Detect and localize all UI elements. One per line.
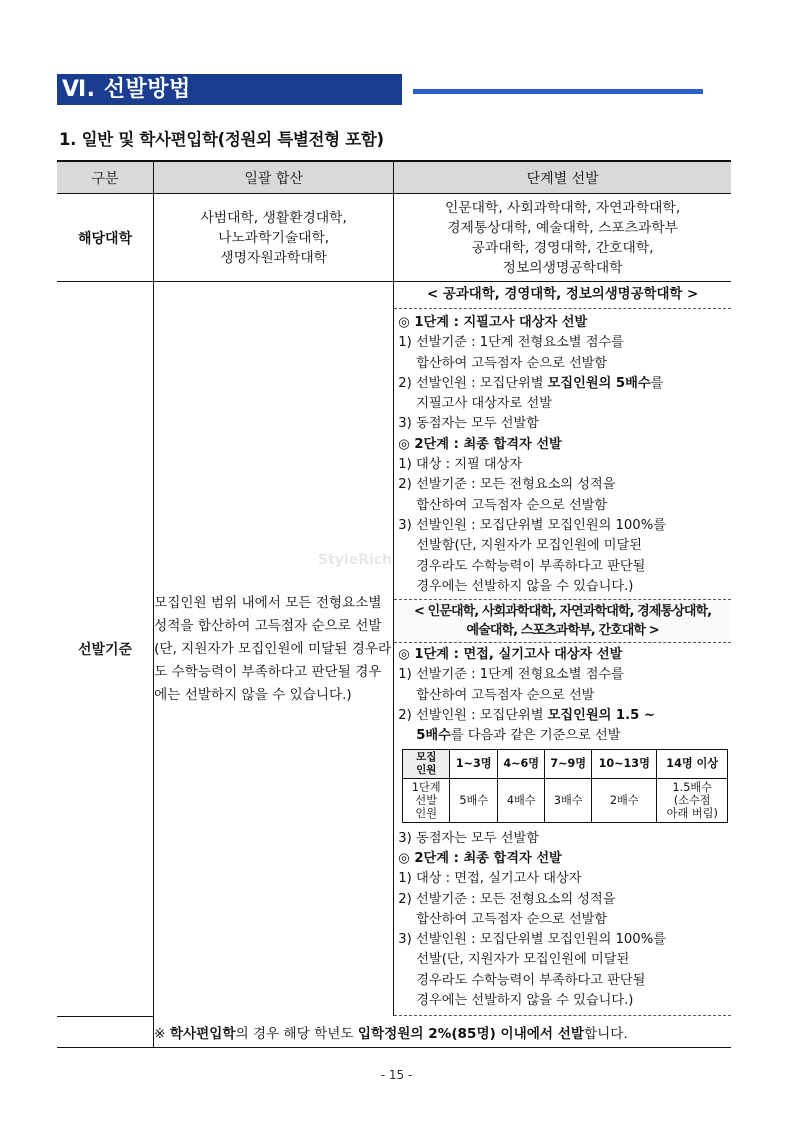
text-line: 1) 대상 : 지필 대상자 (398, 457, 523, 473)
header-combined: 일괄 합산 (154, 161, 394, 194)
sub-head-cell: 14명 이상 (657, 749, 728, 778)
college-line: 공과대학, 경영대학, 간호대학, (471, 239, 654, 256)
sub-row-cell: 1단계 선발 인원 (403, 778, 450, 822)
sub-row-cell: 1.5배수 (소수점 아래 버림) (657, 778, 728, 822)
text-line: 지필고사 대상자로 선발 (416, 396, 553, 412)
combined-criteria-text: 모집인원 범위 내에서 모든 전형요소별 성적을 합산하여 고득점자 순으로 선발(단, 지원자가 모집인원에 미달된 경우라도 수학능력이 부족하다고 판단될 경우에는 선발하지 않을 수 있습니다.) (154, 282, 394, 1017)
college-line: 나노과학기술대학, (218, 229, 330, 246)
college-line: 생명자원과학대학 (220, 249, 327, 266)
bold-span: 모집인원의 1.5 ~ (547, 708, 655, 724)
college-line: 인문대학, 사회과학대학, 자연과학대학, (445, 199, 681, 216)
group1-stage1-title: ◎ 1단계 : 지필고사 대상자 선발 (398, 315, 588, 330)
text-span: 를 다음과 같은 기준으로 선발 (450, 728, 621, 744)
text-line: 경우라도 수학능력이 부족하다고 판단될 (416, 972, 646, 988)
text-line: 선발함(단, 지원자가 모집인원에 미달된 (416, 538, 642, 554)
header-stepwise: 단계별 선발 (394, 161, 731, 194)
text-span: 2) 선발인원 : 모집단위별 (398, 708, 548, 724)
sub-row-cell: 2배수 (592, 778, 657, 822)
sub-head-cell: 7~9명 (545, 749, 592, 778)
group2-title (394, 600, 731, 643)
sub-row-cell: 3배수 (545, 778, 592, 822)
text-span: 2) 선발인원 : 모집단위별 (398, 375, 548, 391)
sub-row-cell: 5배수 (450, 778, 498, 822)
group1-title: < 공과대학, 경영대학, 정보의생명공학대학 > (394, 282, 731, 309)
sub-head-cell: 10~13명 (592, 749, 657, 778)
college-line: 정보의생명공학대학 (502, 259, 623, 276)
text-line: 합산하여 고득점자 순으로 선발함 (416, 911, 608, 927)
text-line: 합산하여 고득점자 순으로 선발 (416, 687, 595, 703)
text-line: 선발(단, 지원자가 모집인원에 미달된 (416, 952, 630, 968)
bold-span: 학사편입학 (169, 1025, 236, 1042)
text-line: 2) 선발기준 : 모든 전형요소의 성적을 (398, 891, 616, 907)
combined-colleges (154, 194, 394, 282)
text-line: 1) 선발기준 : 1단계 전형요소별 점수를 (398, 335, 624, 351)
sub-head-cell: 1~3명 (450, 749, 498, 778)
group1-stage2-title: ◎ 2단계 : 최종 합격자 선발 (398, 436, 562, 452)
text-line: 1) 대상 : 면접, 실기고사 대상자 (398, 871, 582, 887)
text-line: 경우라도 수학능력이 부족하다고 판단될 (416, 558, 646, 574)
header-accent-line (413, 89, 703, 94)
text-line (398, 706, 729, 726)
text-line: 1) 선발기준 : 1단계 전형요소별 점수를 (398, 667, 624, 683)
text-span: 의 경우 해당 학년도 (235, 1025, 358, 1042)
text-line: 합산하여 고득점자 순으로 선발함 (416, 355, 608, 371)
sub-row-cell: 4배수 (498, 778, 545, 822)
group2-body (394, 643, 731, 1016)
section-header-title: Ⅵ. 선발방법 (62, 77, 191, 102)
note-spacer (57, 1016, 154, 1048)
note-mark: ※ (154, 1025, 170, 1042)
group2-title-line: 예술대학, 스포츠과학부, 간호대학 > (466, 623, 659, 639)
group1-body (394, 309, 731, 600)
text-line: 경우에는 선발하지 않을 수 있습니다.) (416, 993, 634, 1009)
group2-stage1-title: ◎ 1단계 : 면접, 실기고사 대상자 선발 (398, 647, 623, 663)
text-line: 경우에는 선발하지 않을 수 있습니다.) (416, 578, 634, 594)
stepwise-colleges (394, 194, 731, 282)
text-line (398, 374, 729, 394)
selection-ratio-table (402, 749, 728, 823)
text-line: 3) 선발인원 : 모집단위별 모집인원의 100%를 (398, 517, 666, 533)
header-category: 구분 (57, 161, 154, 194)
group2-stage2-title: ◎ 2단계 : 최종 합격자 선발 (398, 850, 562, 866)
row-label-criteria: 선발기준 (57, 282, 154, 1017)
group2-title-line: < 인문대학, 사회과학대학, 자연과학대학, 경제통상대학, (414, 604, 712, 620)
college-line: 경제통상대학, 예술대학, 스포츠과학부 (447, 219, 679, 236)
bold-span: 모집인원의 5배수 (547, 375, 651, 391)
page-number: - 15 - (380, 1068, 413, 1082)
text-span: 를 (650, 375, 664, 391)
selection-method-table (57, 160, 731, 1048)
transfer-note (154, 1016, 731, 1048)
sub-head-cell: 4~6명 (498, 749, 545, 778)
text-span: 합니다. (584, 1025, 628, 1042)
subsection-title: 1. 일반 및 학사편입학(정원외 특별전형 포함) (59, 130, 384, 149)
bold-span: 5배수 (416, 728, 451, 744)
text-line: 합산하여 고득점자 순으로 선발함 (416, 497, 608, 513)
text-line: 3) 동점자는 모두 선발함 (398, 416, 539, 432)
text-line: 3) 선발인원 : 모집단위별 모집인원의 100%를 (398, 932, 666, 948)
watermark: StyleRich (318, 552, 393, 568)
college-line: 사범대학, 생활환경대학, (200, 209, 347, 226)
sub-head-cell: 모집 인원 (403, 749, 450, 778)
text-line (398, 726, 729, 746)
bold-span: 입학정원의 2%(85명) 이내에서 선발 (357, 1025, 585, 1042)
text-line: 3) 동점자는 모두 선발함 (398, 830, 539, 846)
text-line: 2) 선발기준 : 모든 전형요소의 성적을 (398, 477, 616, 493)
row-label-colleges: 해당대학 (57, 194, 154, 282)
stepwise-criteria (394, 282, 731, 1017)
